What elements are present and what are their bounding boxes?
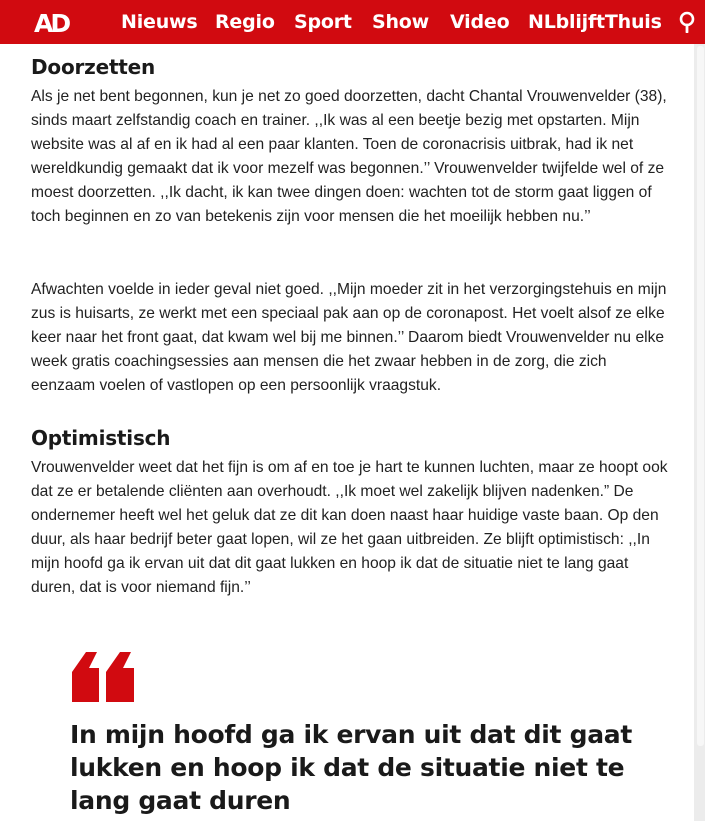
article-paragraph: Afwachten voelde in ieder geval niet goed. ,,Mijn moeder zit in het verzorgingstehuis en mijn zus is huisarts, ze werkt met een speciaal pak aan op de coronapost. Het voelt alsof ze elke keer naar het front gaat, dat kwam wel bij me binnen.’’ Daarom biedt Vrouwenvelder nu elke week gratis coachingsessies aan mensen die het zwaar hebben in de zorg, die zich eenzaam voelen of vastlopen op een persoonlijk vraagstuk. xyxy=(31,281,667,394)
search-icon xyxy=(676,11,698,33)
top-navigation-bar xyxy=(0,0,705,44)
nav-item-video[interactable]: Video xyxy=(450,11,510,33)
pull-quote: In mijn hoofd ga ik ervan uit dat dit gaat lukken en hoop ik dat de situatie niet te lang gaat duren xyxy=(70,720,632,815)
section-heading-optimistisch: Optimistisch xyxy=(31,426,171,450)
article-paragraph: Als je net bent begonnen, kun je net zo goed doorzetten, dacht Chantal Vrouwenvelder (38), sinds maart zelfstandig coach en trainer. ,,Ik was al een beetje bezig met opstarten. Mijn website was al af en ik had al een paar klanten. Toen de coronacrisis uitbrak, had ik net wereldkundig gemaakt dat ik voor mezelf was begonnen.’’ Vrouwenvelder twijfelde wel of ze moest doorzetten. ,,Ik dacht, ik kan twee dingen doen: wachten tot de storm gaat liggen of toch beginnen en zo van betekenis zijn voor mensen die het moeilijk hebben nu.’’ xyxy=(31,88,667,225)
quote-icon xyxy=(70,650,136,704)
nav-item-show[interactable]: Show xyxy=(372,11,430,33)
search-button[interactable] xyxy=(676,11,698,33)
nav-item-nlblijftthuis[interactable]: NLblijftThuis xyxy=(528,11,662,33)
scrollbar-thumb[interactable] xyxy=(697,46,704,746)
nav-item-nieuws[interactable]: Nieuws xyxy=(121,11,198,33)
ad-logo-text: AD xyxy=(34,9,69,36)
nav-item-sport[interactable]: Sport xyxy=(294,11,352,33)
nav-item-regio[interactable]: Regio xyxy=(215,11,275,33)
main-nav xyxy=(0,0,705,44)
article-paragraph: Vrouwenvelder weet dat het fijn is om af en toe je hart te kunnen luchten, maar ze hoopt ook dat ze er betalende cliënten aan overhoudt. ,,Ik moet wel zakelijk blijven nadenken.” De ondernemer heeft wel het geluk dat ze dit kan doen naast haar huidige vaste baan. Op den duur, als haar bedrijf beter gaat lopen, wil ze het gaan uitbreiden. Ze blijft optimistisch: ,,In mijn hoofd ga ik ervan uit dat dit gaat lukken en hoop ik dat de situatie niet te lang gaat duren, dat is voor niemand fijn.’’ xyxy=(31,459,668,596)
section-heading-doorzetten: Doorzetten xyxy=(31,55,156,79)
